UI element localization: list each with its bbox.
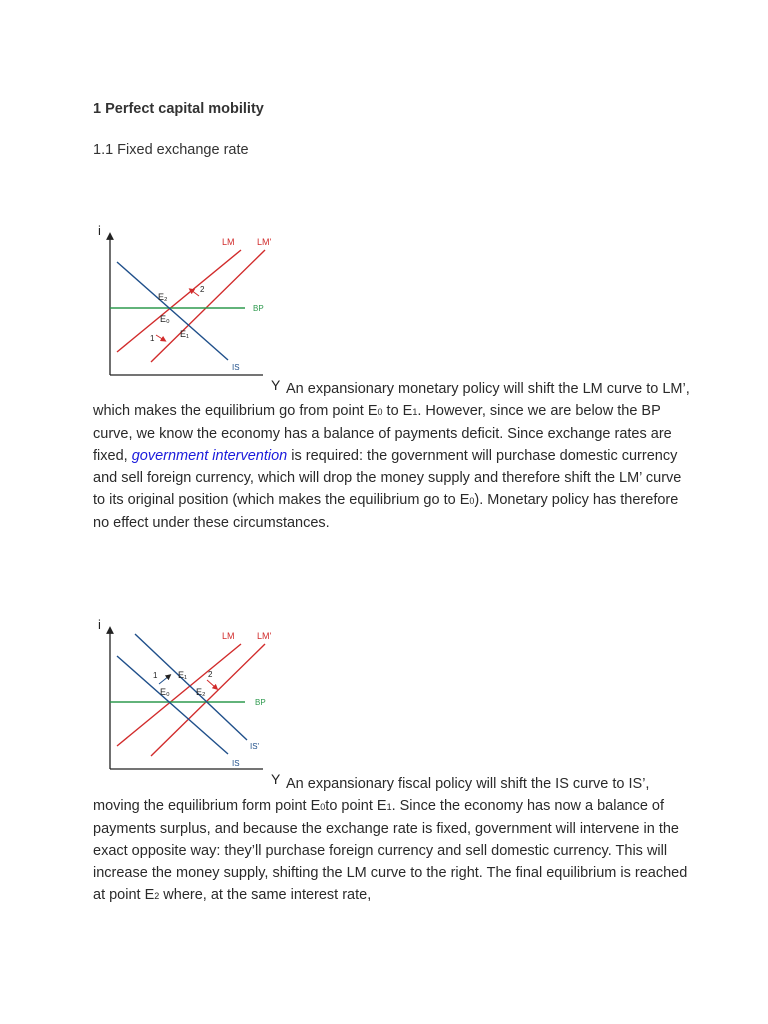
paragraph-fiscal-policy — [93, 773, 693, 907]
e0-label: E₀ — [160, 314, 170, 324]
arrow2-label: 2 — [200, 285, 205, 294]
lm-prime-label: LM' — [257, 631, 272, 641]
diagram-monetary-policy — [95, 220, 295, 400]
text-segment: . However, since we are below the BP curve, we know the economy has a balance of payments deficit. Since exchange rates are fixed, — [93, 403, 672, 464]
arrow1 — [159, 676, 169, 684]
arrow2-label: 2 — [208, 670, 213, 679]
arrow2 — [191, 290, 199, 296]
arrow1 — [156, 335, 164, 340]
text-segment: to E — [382, 403, 413, 419]
text-segment: An expansionary fiscal policy will shift the IS curve to IS’, moving the equilibrium form point E — [93, 776, 650, 814]
text-segment: An expansionary monetary policy will shift the LM curve to LM’, which makes the equilibrium go from point E — [93, 381, 690, 419]
text-segment: ). Monetary policy has therefore no effect under these circumstances. — [93, 492, 679, 531]
arrow1-label: 1 — [150, 334, 155, 343]
is-curve — [117, 262, 228, 360]
subscript: 0 — [469, 496, 475, 506]
government-intervention-link[interactable]: government intervention — [131, 448, 288, 464]
e1-label: E₁ — [178, 670, 188, 680]
bp-label: BP — [255, 698, 266, 707]
e0-label: E₀ — [160, 687, 170, 697]
subscript: 0 — [320, 802, 326, 812]
lm-label: LM — [222, 631, 235, 641]
arrow1-label: 1 — [153, 671, 158, 680]
arrow2 — [207, 680, 216, 688]
subscript: 0 — [377, 407, 383, 417]
subscript: 2 — [154, 891, 160, 901]
lm-curve — [117, 250, 241, 352]
subscript: 1 — [386, 802, 392, 812]
lm-prime-curve — [151, 250, 265, 362]
section-heading: 1 Perfect capital mobility — [93, 101, 264, 117]
y-axis-label: i — [98, 223, 101, 238]
diagram-fiscal-policy — [95, 614, 295, 794]
e1-label: E₁ — [180, 329, 190, 339]
lm-label: LM — [222, 237, 235, 247]
x-axis-label: Y — [271, 377, 281, 393]
subscript: 1 — [412, 407, 418, 417]
x-axis-label: Y — [271, 771, 281, 787]
is-prime-label: IS' — [250, 742, 260, 751]
paragraph-monetary-policy — [93, 378, 693, 534]
e2-label: E₂ — [196, 687, 206, 697]
text-segment: . Since the economy has now a balance of payments surplus, and because the exchange rate is fixed, government will intervene in the exact opposite way: they’ll purchase foreign currency and sell domestic currency. This will increase the money supply, shifting the LM curve to the right. The final equilibrium is reached at point E — [93, 798, 688, 903]
lm-prime-curve — [151, 644, 265, 756]
text-segment: where, at the same interest rate, — [159, 887, 372, 903]
lm-prime-label: LM' — [257, 237, 272, 247]
section-subheading: 1.1 Fixed exchange rate — [93, 142, 249, 158]
lm-curve — [117, 644, 241, 746]
e2-label: E₂ — [158, 292, 168, 302]
is-label: IS — [232, 363, 240, 372]
text-segment: to point E — [325, 798, 387, 814]
y-axis-label: i — [98, 617, 101, 632]
bp-label: BP — [253, 304, 264, 313]
text-segment: is required: the government will purchase domestic currency and sell foreign currency, which will drop the money supply and therefore shift the LM’ curve to its original position (which makes the equilibrium go to E — [93, 448, 682, 508]
is-label: IS — [232, 759, 240, 768]
